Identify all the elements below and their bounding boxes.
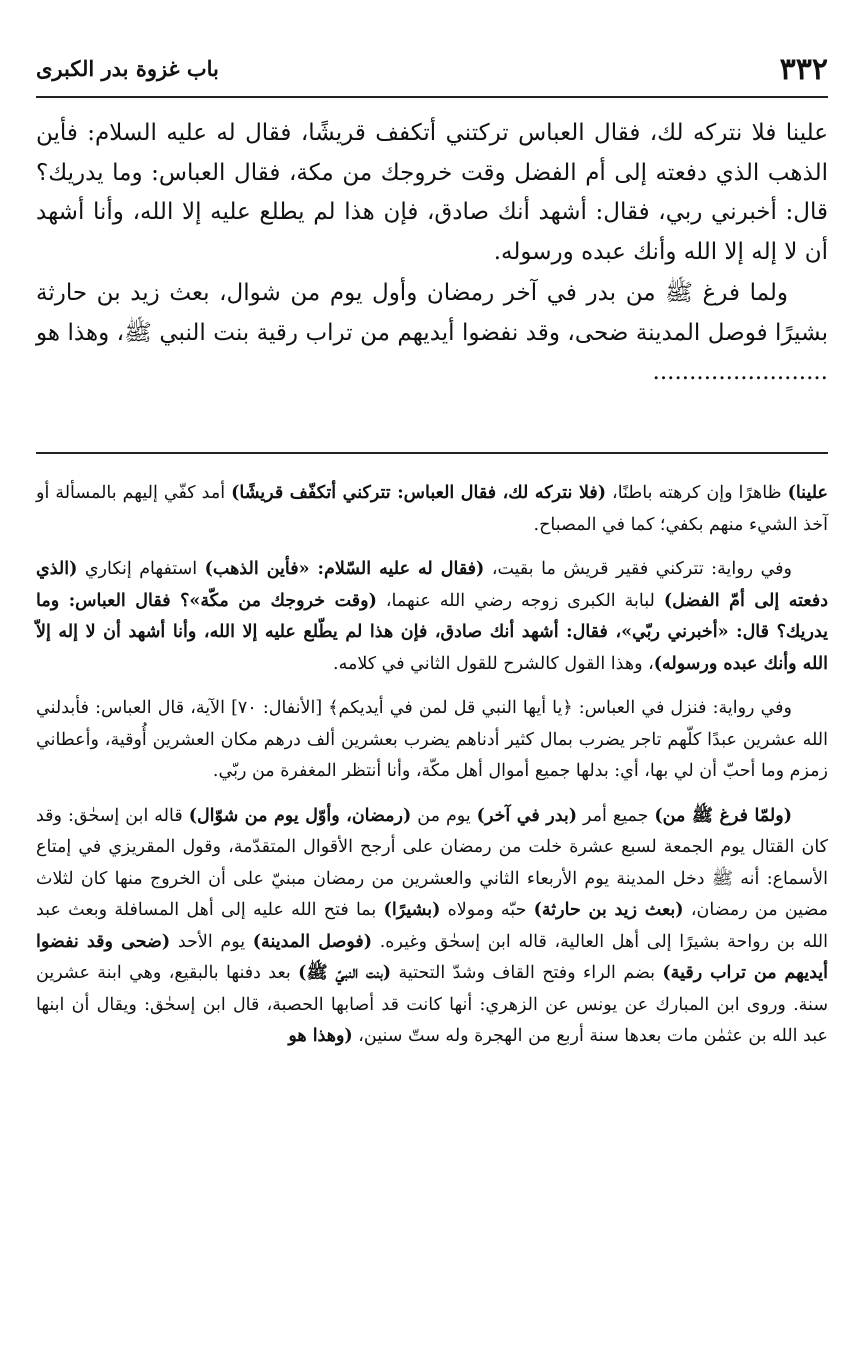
commentary-text: يوم الأحد — [170, 931, 253, 952]
commentary-paragraph-1 — [36, 478, 828, 541]
commentary-text: أمد كفّي إليهم بالمسألة أو آخذ الشيء منهم بكفي؛ كما في المصباح. — [36, 483, 828, 535]
commentary-text: وفي رواية: فنزل في العباس: ﴿يا أيها النبي قل لمن في أيديكم﴾ [الأنفال: ٧٠] الآية، قال العباس: فأبدلني الله عشرين عبدًا كلّهم تاجر يضرب بمال كثير أدناهم يضرب بعشرين ألف درهم مكان العشرين أُوقية، وأعطاني زمزم وما أحبّ أن لي بها، أي: بدلها جميع أموال أهل مكّة، وأنا أنتظر المغفرة من ربّي. — [36, 698, 828, 781]
commentary-text: ظاهرًا وإن كرهته باطنًا، — [606, 483, 788, 503]
commentary-text: يوم من — [411, 805, 477, 826]
commentary-paragraph-3 — [36, 693, 828, 788]
quoted-main-text: (فوصل المدينة) — [252, 931, 373, 952]
commentary-text: لبابة الكبرى زوجه رضي الله عنهما، — [376, 590, 664, 611]
quoted-main-text: (بنت النبيّ ﷺ) — [298, 963, 392, 983]
continuation-dots: ........................ — [652, 359, 828, 385]
chapter-title: باب غزوة بدر الكبرى — [36, 56, 219, 81]
main-text-paragraph-2-text: ولما فرغ ﷺ من بدر في آخر رمضان وأول يوم من شوال، بعث زيد بن حارثة بشيرًا فوصل المدينة ضحى، وقد نفضوا أيديهم من تراب رقية بنت النبي ﷺ، وهذا هو — [36, 280, 828, 346]
main-text — [36, 114, 828, 395]
quoted-main-text: (الذي دفعته إلى أمّ الفضل) — [36, 559, 828, 611]
quoted-main-text: (رمضان، وأوّل يوم من شوّال) — [188, 805, 412, 826]
quoted-main-text: (وهذا هو — [288, 1026, 353, 1046]
main-text-paragraph-2 — [36, 274, 828, 393]
commentary-divider — [36, 452, 828, 454]
quoted-main-text: (ولمّا فرغ ﷺ من) — [654, 805, 792, 826]
page-number: ٣٣٢ — [779, 52, 828, 87]
main-text-paragraph-1: علينا فلا نتركه لك، فقال العباس تركتني أتكفف قريشًا، فقال له عليه السلام: فأين الذهب الذي دفعته إلى أم الفضل وقت خروجك من مكة، فقال العباس: وما يدريك؟ قال: أخبرني ربي، فقال: أشهد أنك صادق، فإن هذا لم يطلع عليه إلا الله، وأنا أشهد أن لا إله إلا الله وأنك عبده ورسوله. — [36, 120, 828, 265]
commentary-text: ، وهذا القول كالشرح للقول الثاني في كلامه. — [333, 653, 654, 674]
commentary-text: بضم الراء وفتح القاف وشدّ التحتية — [391, 963, 663, 983]
commentary-text: حبّه ومولاه — [440, 900, 534, 920]
commentary — [36, 478, 828, 1066]
commentary-text: قاله ابن إسحٰق: وقد كان القتال يوم الجمعة لسبع عشرة خلت من رمضان على أرجح الأقوال المتقدّمة، وقول المقريزي في إمتاع الأسماع: أنه ﷺ دخل المدينة يوم الأربعاء الثاني والعشرين من رمضان مبنيّ على أن الخروج منها كان لثلاث مضين من رمضان، — [36, 805, 829, 920]
commentary-paragraph-2 — [36, 554, 828, 680]
quoted-main-text: (فقال له عليه السّلام: «فأين الذهب) — [204, 559, 485, 579]
quoted-main-text: (بدر في آخر) — [476, 805, 578, 826]
quoted-main-text: (بشيرًا) — [383, 900, 441, 920]
commentary-text: بما فتح الله عليه إلى أهل المسافلة وبعث عبد الله بن رواحة بشيرًا إلى أهل العالية، قاله ابن إسحٰق وغيره. — [36, 900, 829, 952]
commentary-text: جميع أمر — [577, 805, 655, 826]
quoted-main-text: (فلا نتركه لك، فقال العباس: تتركني أتكفّف قريشًا) — [231, 483, 607, 503]
commentary-paragraph-4 — [36, 801, 828, 1053]
header-divider — [36, 96, 828, 98]
quoted-main-text: علينا) — [787, 483, 828, 503]
commentary-text: استفهام إنكاري — [77, 559, 205, 579]
quoted-main-text: (ضحى وقد نفضوا أيديهم من تراب رقية) — [36, 931, 828, 983]
running-header — [36, 52, 828, 88]
commentary-text: وفي رواية: تتركني فقير قريش ما بقيت، — [484, 559, 792, 579]
quoted-main-text: (وقت خروجك من مكّة»؟ فقال العباس: وما يدريك؟ قال: «أخبرني ربّي»، فقال: أشهد أنك صادق، فإن هذا لم يطّلع عليه إلا الله، وأنا أشهد أن لا إله إلاّ الله وأنك عبده ورسوله) — [36, 590, 828, 674]
commentary-text: بعد دفنها بالبقيع، وهي ابنة عشرين سنة. وروى ابن المبارك عن يونس عن الزهري: أنها كانت قد أصابها الحصبة، قال ابن إسحٰق: ويقال أن ابنها عبد الله بن عثمٰن مات بعدها سنة أربع من الهجرة وله ستّ سنين، — [36, 963, 828, 1046]
book-page — [36, 0, 828, 1359]
quoted-main-text: (بعث زيد بن حارثة) — [533, 900, 684, 920]
